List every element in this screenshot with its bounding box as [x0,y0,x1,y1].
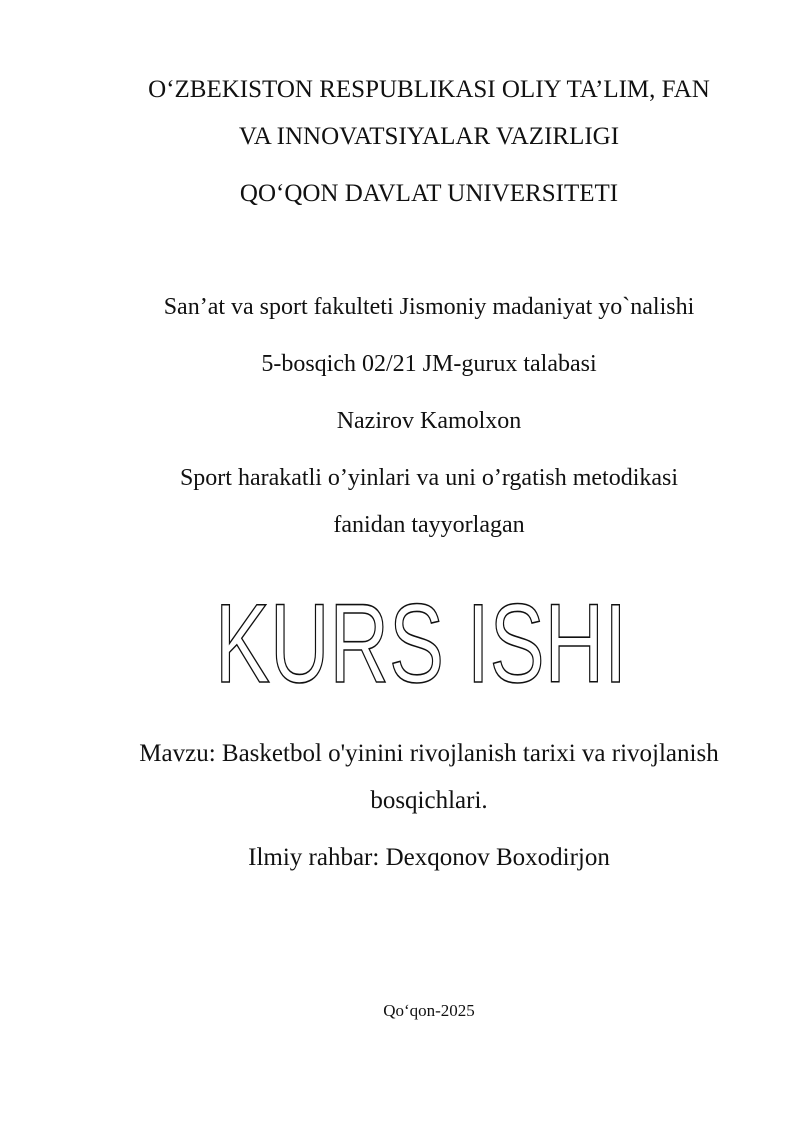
faculty-line: San’at va sport fakulteti Jismoniy madaniyat yo`nalishi [163,294,695,320]
ministry-line-1: O‘ZBEKISTON RESPUBLIKASI OLIY TA’LIM, FAN [148,76,710,103]
topic-line-2: bosqichlari. [370,787,488,814]
prepared-line: fanidan tayyorlagan [333,512,525,538]
student-name: Nazirov Kamolxon [336,408,522,434]
group-line: 5-bosqich 02/21 JM-gurux talabasi [261,351,597,377]
place-year: Qo‘qon-2025 [383,1001,475,1020]
university-name: QO‘QON DAVLAT UNIVERSITETI [239,180,619,207]
supervisor-line: Ilmiy rahbar: Dexqonov Boxodirjon [248,844,610,871]
document-type-heading [0,578,800,698]
ministry-line-2: VA INNOVATSIYALAR VAZIRLIGI [238,123,620,150]
subject-line: Sport harakatli o’yinlari va uni o’rgatish metodikasi [179,465,679,491]
topic-line-1: Mavzu: Basketbol o'yinini rivojlanish tarixi va rivojlanish [139,740,719,767]
document-type-text: KURS ISHI [215,581,627,698]
